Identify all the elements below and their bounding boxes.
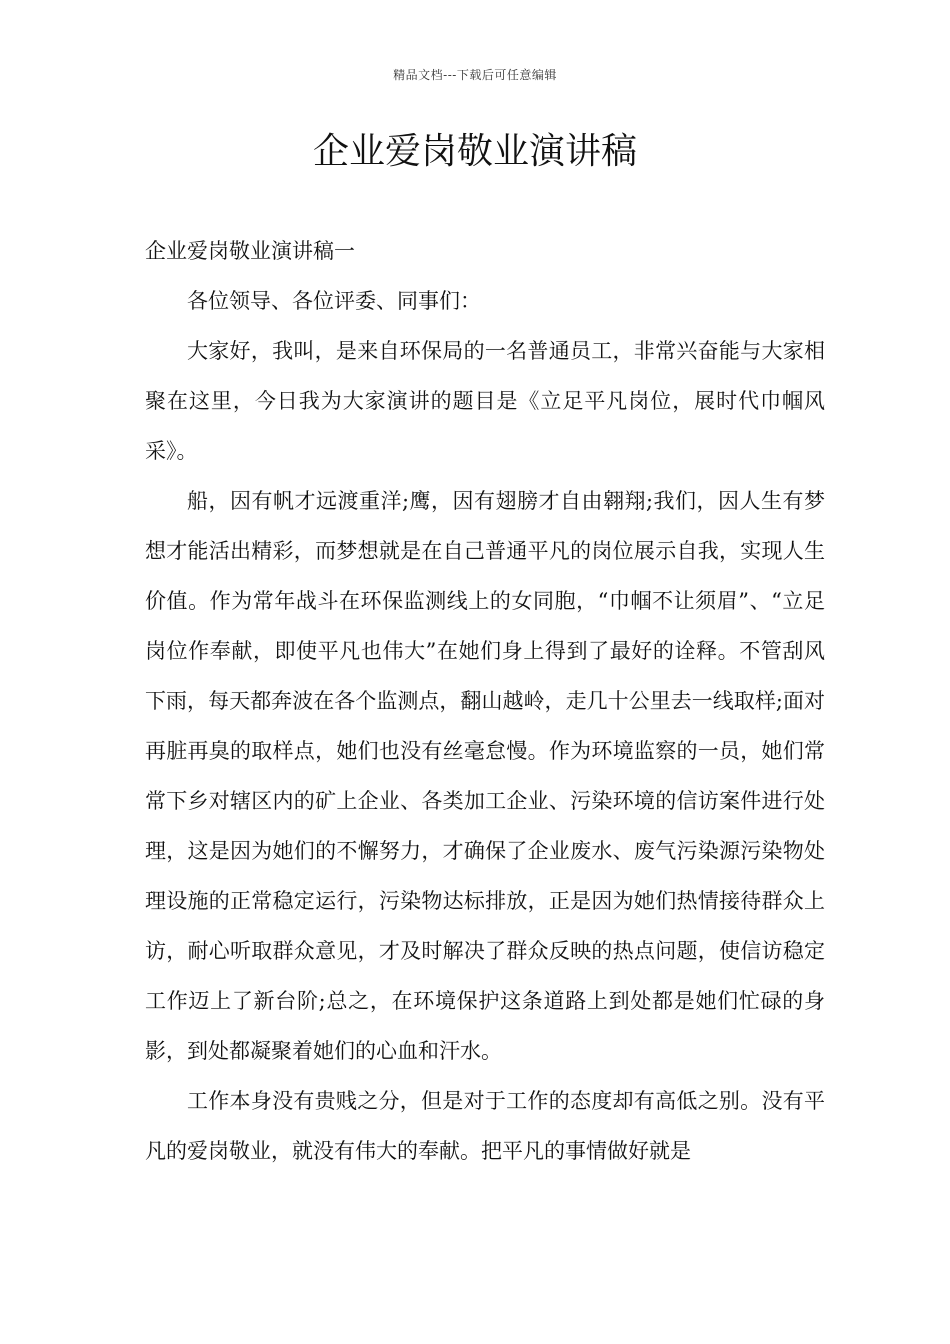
body-paragraph: 船，因有帆才远渡重洋;鹰，因有翅膀才自由翱翔;我们，因人生有梦想才能活出精彩，而梦想就是在自己普通平凡的岗位展示自我，实现人生价值。作为常年战斗在环保监测线上的女同胞，“巾帼不让须眉”、“立足岗位作奉献，即使平凡也伟大”在她们身上得到了最好的诠释。不管刮风下雨，每天都奔波在各个监测点，翻山越岭，走几十公里去一线取样;面对再脏再臭的取样点，她们也没有丝毫怠慢。作为环境监察的一员，她们常常下乡对辖区内的矿上企业、各类加工企业、污染环境的信访案件进行处理，这是因为她们的不懈努力，才确保了企业废水、废气污染源污染物处理设施的正常稳定运行，污染物达标排放，正是因为她们热情接待群众上访，耐心听取群众意见，才及时解决了群众反映的热点问题，使信访稳定工作迈上了新台阶;总之，在环境保护这条道路上到处都是她们忙碌的身影，到处都凝聚着她们的心血和汗水。 [145, 489, 825, 1063]
salutation-paragraph: 各位领导、各位评委、同事们： [187, 289, 481, 313]
body-paragraph: 工作本身没有贵贱之分，但是对于工作的态度却有高低之别。没有平凡的爱岗敬业，就没有伟大的奉献。把平凡的事情做好就是 [145, 1089, 825, 1163]
section-subtitle: 企业爱岗敬业演讲稿一 [145, 239, 355, 263]
document-title: 企业爱岗敬业演讲稿 [312, 131, 637, 172]
header-note: 精品文档---下载后可任意编辑 [393, 68, 557, 82]
body-paragraph: 大家好，我叫，是来自环保局的一名普通员工，非常兴奋能与大家相聚在这里，今日我为大家演讲的题目是《立足平凡岗位，展时代巾帼风采》。 [145, 339, 825, 463]
document-body [145, 226, 825, 1176]
